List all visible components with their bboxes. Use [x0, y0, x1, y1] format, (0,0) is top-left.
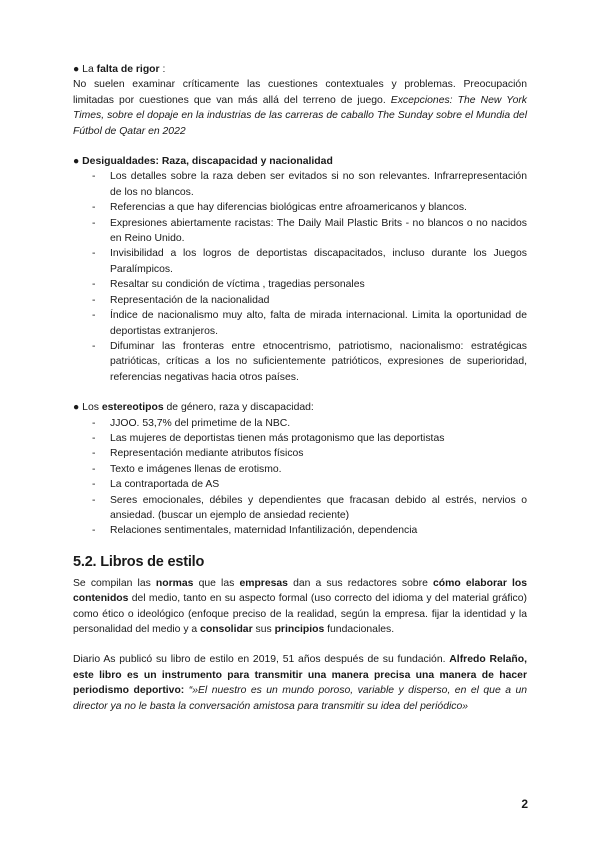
list-item: - Difuminar las fronteras entre etnocentrismo, patriotismo, nacionalismo: estratégicas patrióticas, críticas a los no suficientemente patrióticos, expresiones de superioridad, referencias negativas hacia otros países. — [73, 339, 527, 385]
diario-as-paragraph: Diario As publicó su libro de estilo en 2019, 51 años después de su fundación. Alfredo Relaño, este libro es un instrumento para transmitir una manera precisa una manera de hacer periodismo deportivo: “»El nuestro es un mundo poroso, variable y disperso, en el que a un director ya no le basta la conversación amistosa para transmitir su idea del periódico» — [73, 654, 528, 712]
list-item: - Referencias a que hay diferencias biológicas entre afroamericanos y blancos. — [73, 200, 527, 215]
estereotipos-heading: ● Los estereotipos de género, raza y discapacidad: — [73, 402, 314, 414]
falta-de-rigor-text: No suelen examinar críticamente las cuestiones contextuales y problemas. Preocupación limitadas por cuestiones que van más allá del terreno de juego. Excepciones: The New York Times, sobre el dopaje en la industrias de las carreras de caballo The Sunday sobre el Mundia del Fútbol de Qatar en 2022 — [73, 79, 527, 137]
list-item: - Las mujeres de deportistas tienen más protagonismo que las deportistas — [73, 431, 527, 446]
bullet: ● — [73, 156, 83, 168]
list-item: - Texto e imágenes llenas de erotismo. — [73, 462, 527, 477]
list-item: - Seres emocionales, débiles y dependientes que fracasan debido al estrés, nervios o ansiedad. (buscar un ejemplo de ansiedad reciente) — [73, 493, 527, 524]
list-item: - Los detalles sobre la raza deben ser evitados si no son relevantes. Infrarrepresentación de los no blancos. — [73, 169, 527, 200]
list-item: - Invisibilidad a los logros de deportistas discapacitados, incluso durante los Juegos Paralímpicos. — [73, 246, 527, 277]
list-item: - Índice de nacionalismo muy alto, falta de mirada internacional. Limita la oportunidad de deportistas extranjeros. — [73, 308, 527, 339]
quote-text: “»El nuestro es un mundo poroso, variable y disperso, en el que a un director ya no le basta la conversación amistosa para transmitir su idea del periódico» — [73, 685, 528, 712]
list-item: - Relaciones sentimentales, maternidad Infantilización, dependencia — [73, 523, 527, 538]
excepciones-text: Excepciones: The New York Times, sobre el dopaje en la industrias de las carreras de caballo The Sunday sobre el Mundia del Fútbol de Qatar en 2022 — [73, 94, 527, 137]
page-number: 2 — [521, 797, 528, 811]
list-item: - La contraportada de AS — [73, 477, 527, 492]
list-item: - Expresiones abiertamente racistas: The Daily Mail Plastic Brits - no blancos o no nacidos en Reino Unido. — [73, 216, 527, 247]
falta-de-rigor-label: falta de rigor — [96, 64, 160, 75]
desigualdades-list — [73, 169, 527, 385]
list-item: - JJOO. 53,7% del primetime de la NBC. — [73, 416, 527, 431]
bullet: ● — [73, 402, 83, 414]
list-item: - Representación mediante atributos físicos — [73, 446, 527, 461]
list-item: - Resaltar su condición de víctima , tragedias personales — [73, 277, 527, 292]
list-item: - Representación de la nacionalidad — [73, 293, 527, 308]
falta-de-rigor-heading: ● La falta de rigor : — [73, 64, 166, 75]
estereotipos-list — [73, 416, 527, 539]
desigualdades-heading: ● Desigualdades: Raza, discapacidad y nacionalidad — [73, 156, 333, 168]
libros-de-estilo-paragraph: Se compilan las normas que las empresas dan a sus redactores sobre cómo elaborar los contenidos del medio, tanto en su aspecto formal (uso correcto del idioma y del material gráfico) como ético o ideológico (enfoque preciso de la realidad, según la empresa. fijar la identidad y la personalidad del medio y a consolidar sus principios fundacionales. — [73, 577, 527, 635]
document-page — [73, 62, 527, 714]
section-title: 5.2. Libros de estilo — [73, 553, 205, 570]
bullet: ● — [73, 64, 83, 75]
estereotipos-label: estereotipos — [101, 402, 164, 414]
